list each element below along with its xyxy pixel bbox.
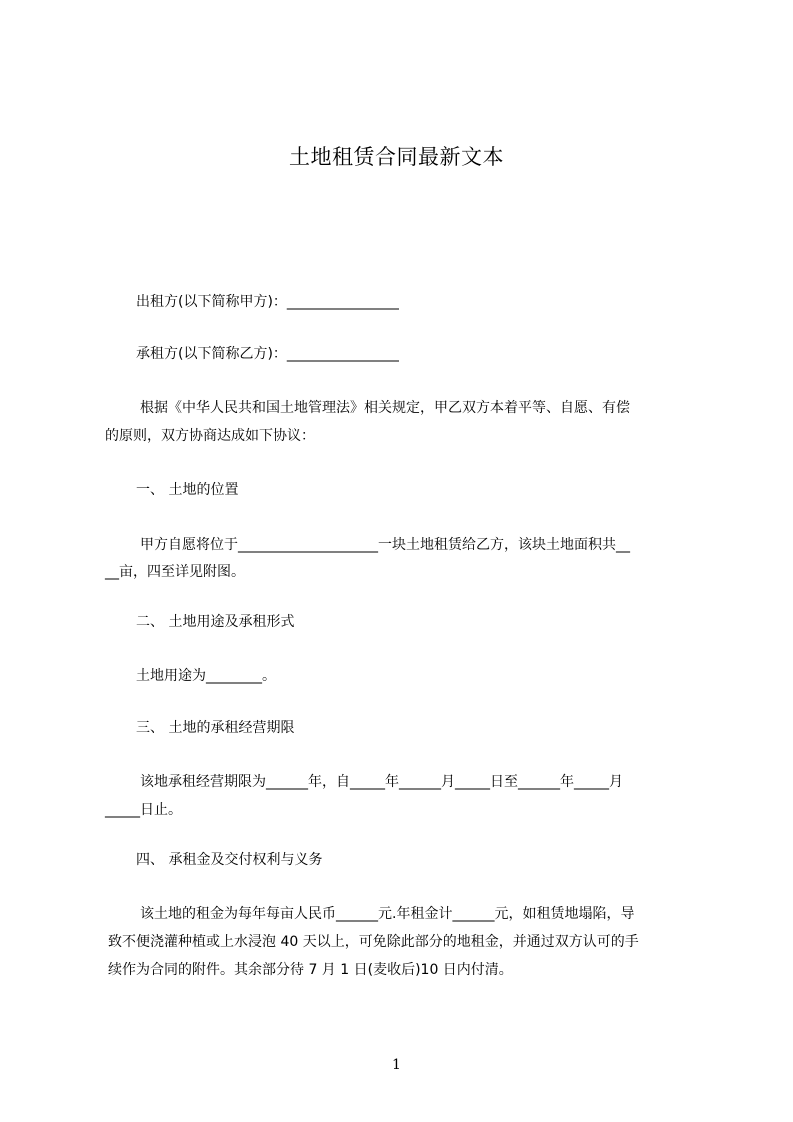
- section-3-body-line-1: 该地承租经营期限为______年，自_____年______月_____日至______年_____月: [140, 774, 623, 790]
- lessor-line: 出租方(以下简称甲方)：________________: [136, 294, 399, 310]
- section-4-body-line-2: 致不便浇灌种植或上水浸泡 40 天以上，可免除此部分的地租金，并通过双方认可的手: [108, 934, 639, 950]
- section-1-body-line-1: 甲方自愿将位于____________________一块土地租赁给乙方，该块土地面积共__: [140, 537, 630, 553]
- section-4-body-line-1: 该土地的租金为每年每亩人民币______元.年租金计______元，如租赁地塌陷，导: [140, 906, 635, 922]
- lessee-line: 承租方(以下简称乙方)：________________: [136, 346, 399, 362]
- section-4-heading: 四、 承租金及交付权利与义务: [136, 852, 323, 868]
- section-1-body-line-2: __亩，四至详见附图。: [105, 564, 245, 580]
- preamble-line-1: 根据《中华人民共和国土地管理法》相关规定，甲乙双方本着平等、自愿、有偿: [140, 400, 630, 416]
- section-2-heading: 二、 土地用途及承租形式: [136, 614, 295, 630]
- page-number: 1: [392, 1057, 401, 1073]
- section-3-heading: 三、 土地的承租经营期限: [136, 720, 295, 736]
- document-title: 土地租赁合同最新文本: [289, 145, 504, 169]
- preamble-line-2: 的原则，双方协商达成如下协议：: [105, 428, 315, 444]
- section-4-body-line-3: 续作为合同的附件。其余部分待 7 月 1 日(麦收后)10 日内付清。: [108, 962, 513, 978]
- section-1-heading: 一、 土地的位置: [136, 482, 239, 498]
- section-2-body: 土地用途为________。: [136, 668, 276, 684]
- section-3-body-line-2: _____日止。: [105, 802, 182, 818]
